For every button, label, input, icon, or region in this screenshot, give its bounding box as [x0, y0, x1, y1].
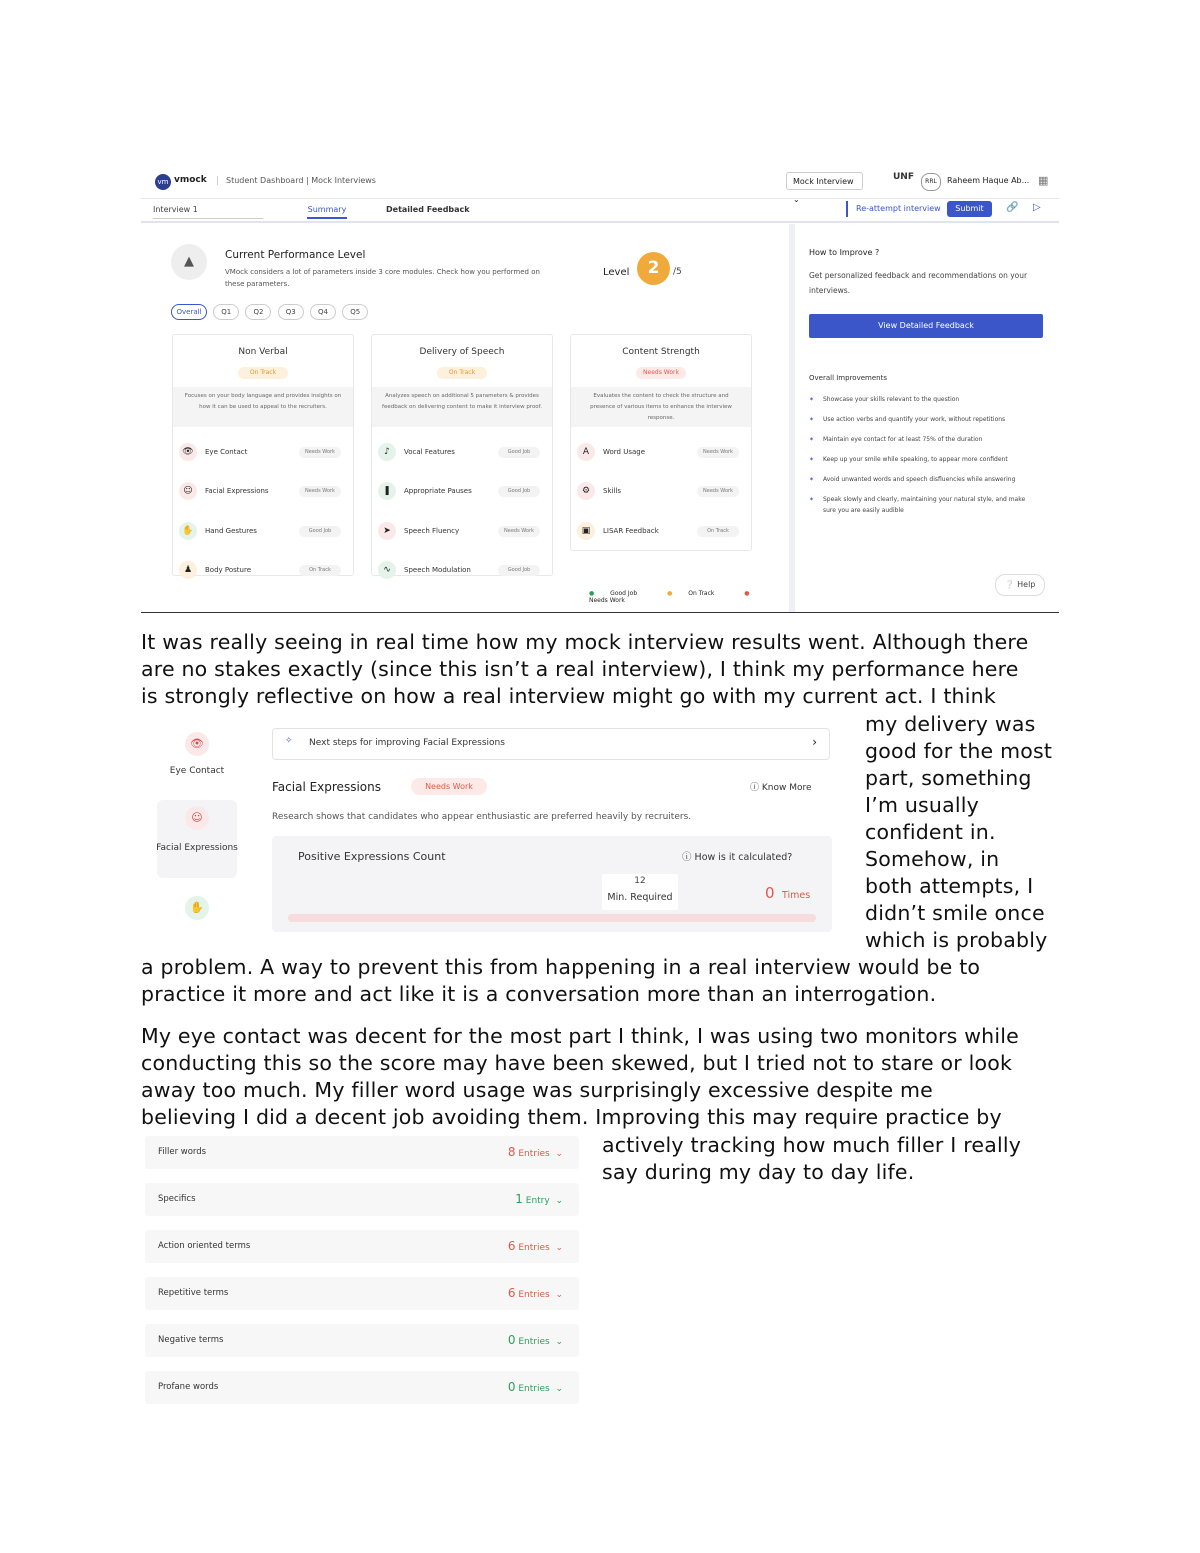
- text-line: good for the most: [865, 739, 1053, 763]
- qtab-q4[interactable]: Q4: [310, 304, 336, 320]
- item-name: Speech Modulation: [404, 566, 471, 574]
- feedback-icon: ▣: [577, 522, 595, 540]
- reattempt-button[interactable]: Re-attempt interview: [846, 201, 941, 217]
- count-value: 1: [515, 1192, 523, 1206]
- top-bar: [141, 166, 1059, 204]
- status-badge: On Track: [299, 565, 341, 576]
- overall-improvements-title: Overall Improvements: [809, 374, 887, 382]
- item-name: Body Posture: [205, 566, 252, 574]
- spark-icon: ✧: [285, 736, 293, 746]
- card-title: Delivery of Speech: [419, 347, 505, 357]
- status-badge: On Track: [697, 526, 739, 537]
- item-name: Speech Fluency: [404, 527, 460, 535]
- table-row[interactable]: [145, 1230, 579, 1263]
- text-line: actively tracking how much filler I really: [602, 1133, 1022, 1157]
- paragraph-2: [141, 1023, 1019, 1131]
- breadcrumb[interactable]: Student Dashboard | Mock Interviews: [217, 176, 376, 185]
- list-item: ✶ Use action verbs and quantify your work, without repetitions: [809, 414, 1039, 425]
- status-badge: Good Job: [498, 447, 540, 458]
- hand-icon: ✋: [179, 522, 197, 540]
- count-unit: Entries: [518, 1290, 550, 1300]
- item-name: Hand Gestures: [205, 527, 257, 535]
- eye-icon: 👁: [179, 443, 197, 461]
- item-name: Facial Expressions: [205, 487, 269, 495]
- row-count: [508, 1239, 563, 1253]
- facial-expressions-screenshot: [150, 720, 840, 940]
- expression-count-box: [272, 836, 832, 932]
- dot-icon: ●: [589, 590, 595, 597]
- status-badge: On Track: [238, 367, 288, 379]
- text-line: part, something: [865, 766, 1032, 790]
- item-name: Vocal Features: [404, 448, 455, 456]
- card-desc: Analyzes speech on additional 5 parameters & provides feedback on delivering content to make it interview proof.: [372, 387, 552, 427]
- help-label: Help: [1017, 580, 1036, 589]
- count-unit: Entry: [525, 1196, 550, 1206]
- table-row[interactable]: [145, 1136, 579, 1169]
- item-name: LISAR Feedback: [603, 527, 659, 535]
- count-value: 6: [507, 1239, 516, 1253]
- qtab-q3[interactable]: Q3: [278, 304, 304, 320]
- times-label: Times: [782, 890, 811, 901]
- list-item: ✶ Speak slowly and clearly, maintaining your natural style, and make sure you are easily audible: [809, 494, 1039, 516]
- list-item[interactable]: [577, 522, 745, 542]
- list-item: ✶ Showcase your skills relevant to the question: [809, 394, 1039, 405]
- improvements-list: [809, 394, 1039, 525]
- status-badge: Needs Work: [697, 486, 739, 497]
- list-item[interactable]: [179, 443, 347, 463]
- pause-icon: ❚: [378, 482, 396, 500]
- row-count: [508, 1380, 563, 1394]
- text-line: which is probably: [865, 928, 1048, 952]
- status-badge: Needs Work: [411, 778, 487, 795]
- list-item[interactable]: [179, 522, 347, 542]
- progress-bar: [288, 914, 816, 922]
- chevron-down-icon: ⌄: [555, 1149, 563, 1159]
- hand-icon[interactable]: ✋: [185, 896, 209, 920]
- chevron-down-icon: ⌄: [555, 1384, 563, 1394]
- user-name[interactable]: Raheem Haque Ab...: [947, 176, 1030, 185]
- perf-desc: VMock considers a lot of parameters inside 3 core modules. Check how you performed on these parameters.: [225, 268, 540, 288]
- know-more-label: Know More: [761, 783, 812, 793]
- status-badge: Good Job: [498, 486, 540, 497]
- text-line: practice it more and act like it is a conversation more than an interrogation.: [141, 982, 937, 1006]
- status-badge: Good Job: [299, 526, 341, 537]
- row-count: [515, 1192, 563, 1206]
- text-line: say during my day to day life.: [602, 1160, 915, 1184]
- item-name: Skills: [603, 487, 621, 495]
- count-value: 0: [507, 1333, 516, 1347]
- min-value: 12: [634, 876, 646, 886]
- card-content: [570, 334, 752, 551]
- card-desc: Focuses on your body language and provides insights on how it can be used to appeal to the recruiters.: [173, 387, 353, 427]
- item-name: Word Usage: [603, 448, 646, 456]
- list-item: ✶ Avoid unwanted words and speech disfluencies while answering: [809, 474, 1039, 485]
- list-item[interactable]: [378, 482, 546, 502]
- status-badge: Needs Work: [697, 447, 739, 458]
- chevron-down-icon: ⌄: [555, 1337, 563, 1347]
- text-line: conducting this so the score may have been skewed, but I tried not to stare or look: [141, 1051, 1013, 1075]
- status-badge: Good Job: [498, 565, 540, 576]
- info-icon: ⓘ: [750, 783, 760, 793]
- text-line: I’m usually: [865, 793, 979, 817]
- card-non-verbal: [172, 334, 354, 576]
- status-badge: Needs Work: [498, 526, 540, 537]
- qtab-q5[interactable]: Q5: [342, 304, 368, 320]
- paragraph-1-side: [865, 711, 1052, 954]
- next-steps-bar[interactable]: [272, 728, 830, 760]
- research-text: Research shows that candidates who appear enthusiastic are preferred heavily by recruiters.: [272, 812, 692, 822]
- list-item[interactable]: [378, 443, 546, 463]
- logo-text: vmock: [174, 175, 207, 185]
- card-title: Content Strength: [622, 347, 700, 357]
- text-line: My eye contact was decent for the most part I think, I was using two monitors while: [141, 1024, 1019, 1048]
- paragraph-1: [141, 629, 1028, 710]
- row-label: Negative terms: [158, 1335, 224, 1345]
- count-value: 0: [507, 1380, 516, 1394]
- chevron-down-icon: ⌄: [555, 1243, 563, 1253]
- row-label: Repetitive terms: [158, 1288, 229, 1298]
- text-line: confident in.: [865, 820, 996, 844]
- count-value: 8: [507, 1145, 516, 1159]
- qtab-q2[interactable]: Q2: [245, 304, 271, 320]
- text-line: Somehow, in: [865, 847, 1000, 871]
- status-badge: Needs Work: [636, 367, 686, 379]
- vmock-logo-icon: vm: [155, 174, 171, 190]
- question-icon: ❔: [1004, 580, 1015, 589]
- row-count: [508, 1145, 563, 1159]
- table-row[interactable]: [145, 1324, 579, 1357]
- improve-panel: [789, 224, 1059, 612]
- paragraph-2-side: [602, 1132, 1021, 1186]
- info-icon: ⓘ: [682, 852, 692, 863]
- chevron-down-icon: ⌄: [555, 1196, 563, 1206]
- list-item[interactable]: [577, 482, 745, 502]
- count-unit: Entries: [518, 1149, 550, 1159]
- vocal-icon: ♪: [378, 443, 396, 461]
- legend-on-track-label: On Track: [688, 590, 715, 597]
- status-badge: Needs Work: [299, 486, 341, 497]
- list-item[interactable]: [378, 561, 546, 581]
- how-to-improve-title: How to Improve ?: [809, 248, 880, 257]
- summary-main: [141, 224, 781, 612]
- know-more-link[interactable]: [750, 780, 812, 793]
- chevron-right-icon: ›: [812, 735, 817, 749]
- list-item: ✶ Keep up your smile while speaking, to appear more confident: [809, 454, 1039, 465]
- dot-icon: ●: [744, 590, 750, 597]
- sidebar-item-label: Facial Expressions: [156, 843, 238, 853]
- card-title: Non Verbal: [238, 347, 288, 357]
- row-label: Specifics: [158, 1194, 196, 1204]
- level-of: /5: [673, 267, 682, 277]
- tab-detailed-feedback[interactable]: Detailed Feedback: [386, 205, 470, 214]
- count-unit: Entries: [518, 1384, 550, 1394]
- text-line: It was really seeing in real time how my mock interview results went. Although there: [141, 630, 1029, 654]
- text-line: both attempts, I: [865, 874, 1034, 898]
- dot-icon: ●: [667, 590, 673, 597]
- list-item: ✶ Maintain eye contact for at least 75% of the duration: [809, 434, 1039, 445]
- face-icon: ☺: [179, 482, 197, 500]
- tab-bar: [141, 199, 1059, 223]
- times-value: 0: [765, 884, 775, 902]
- how-to-improve-desc: Get personalized feedback and recommendations on your interviews.: [809, 271, 1028, 295]
- table-row[interactable]: [145, 1277, 579, 1310]
- status-badge: Needs Work: [299, 447, 341, 458]
- level-badge: 2: [637, 252, 670, 285]
- level-label: Level: [603, 267, 630, 278]
- next-steps-label: Next steps for improving Facial Expressions: [309, 738, 505, 748]
- table-row[interactable]: [145, 1371, 579, 1404]
- legend-good-label: Good Job: [610, 590, 638, 597]
- list-item[interactable]: [378, 522, 546, 542]
- row-count: [508, 1333, 563, 1347]
- qtab-q1[interactable]: Q1: [213, 304, 239, 320]
- legend: [589, 590, 781, 604]
- card-desc: Evaluates the content to check the structure and presence of various items to enhance the interview response.: [571, 387, 751, 427]
- item-name: Eye Contact: [205, 448, 248, 456]
- text-line: didn’t smile once: [865, 901, 1045, 925]
- fluency-icon: ➤: [378, 522, 396, 540]
- modulation-icon: ∿: [378, 561, 396, 579]
- count-value: 6: [507, 1286, 516, 1300]
- item-name: Appropriate Pauses: [404, 487, 472, 495]
- list-item[interactable]: [577, 443, 745, 463]
- help-button[interactable]: [995, 574, 1045, 596]
- legend-needs-work-label: Needs Work: [589, 597, 625, 604]
- list-item[interactable]: [179, 561, 347, 581]
- min-label: Min. Required: [607, 892, 673, 903]
- status-badge: On Track: [437, 367, 487, 379]
- text-line: are no stakes exactly (since this isn’t a real interview), I think my performance here: [141, 657, 1019, 681]
- row-label: Action oriented terms: [158, 1241, 251, 1251]
- eye-icon[interactable]: 👁: [185, 732, 209, 756]
- list-item[interactable]: [179, 482, 347, 502]
- face-icon: ☺: [185, 806, 209, 830]
- qtab-overall[interactable]: Overall: [171, 304, 207, 320]
- perf-title: Current Performance Level: [225, 249, 366, 261]
- gear-icon: ⚙: [577, 482, 595, 500]
- chevron-down-icon: ⌄: [555, 1290, 563, 1300]
- word-usage-screenshot: [145, 1134, 581, 1408]
- card-delivery: [371, 334, 553, 576]
- legend-on-track: [667, 590, 728, 597]
- sidebar-item-eye-contact[interactable]: Eye Contact: [169, 766, 225, 776]
- interview-select[interactable]: Interview 1: [153, 205, 263, 219]
- table-row[interactable]: [145, 1183, 579, 1216]
- avatar[interactable]: RRL: [921, 173, 941, 191]
- summary-screenshot: [141, 166, 1059, 613]
- legend-good: [589, 590, 651, 597]
- play-icon[interactable]: ▷: [1033, 202, 1041, 213]
- count-title: Positive Expressions Count: [298, 850, 446, 863]
- text-line: my delivery was: [865, 712, 1036, 736]
- word-icon: A: [577, 443, 595, 461]
- row-count: [508, 1286, 563, 1300]
- section-title: Facial Expressions: [272, 780, 381, 794]
- count-unit: Entries: [518, 1337, 550, 1347]
- text-line: believing I did a decent job avoiding them. Improving this may require practice by: [141, 1105, 1002, 1129]
- how-calculated-link[interactable]: [682, 849, 792, 863]
- question-tabs: [171, 304, 372, 320]
- mock-dropdown-label: Mock Interview: [793, 177, 854, 186]
- mock-interview-dropdown[interactable]: [786, 172, 863, 204]
- paragraph-1-end: [141, 954, 980, 1008]
- count-unit: Entries: [518, 1243, 550, 1253]
- submit-button[interactable]: Submit: [947, 201, 992, 217]
- performance-icon: ▲: [171, 244, 207, 280]
- row-label: Profane words: [158, 1382, 219, 1392]
- posture-icon: ♟: [179, 561, 197, 579]
- grid-menu-icon[interactable]: ▦: [1038, 174, 1049, 187]
- row-label: Filler words: [158, 1147, 207, 1157]
- unf-logo: UNF: [893, 172, 914, 182]
- chevron-down-icon: ⌄: [793, 195, 800, 204]
- text-line: a problem. A way to prevent this from happening in a real interview would be to: [141, 955, 981, 979]
- link-icon[interactable]: 🔗: [1006, 202, 1019, 213]
- text-line: is strongly reflective on how a real interview might go with my current act. I think: [141, 684, 996, 708]
- tab-summary[interactable]: Summary: [307, 205, 347, 219]
- view-detailed-feedback-button[interactable]: View Detailed Feedback: [809, 314, 1043, 338]
- how-calculated-label: How is it calculated?: [694, 852, 793, 863]
- text-line: away too much. My filler word usage was surprisingly excessive despite me: [141, 1078, 933, 1102]
